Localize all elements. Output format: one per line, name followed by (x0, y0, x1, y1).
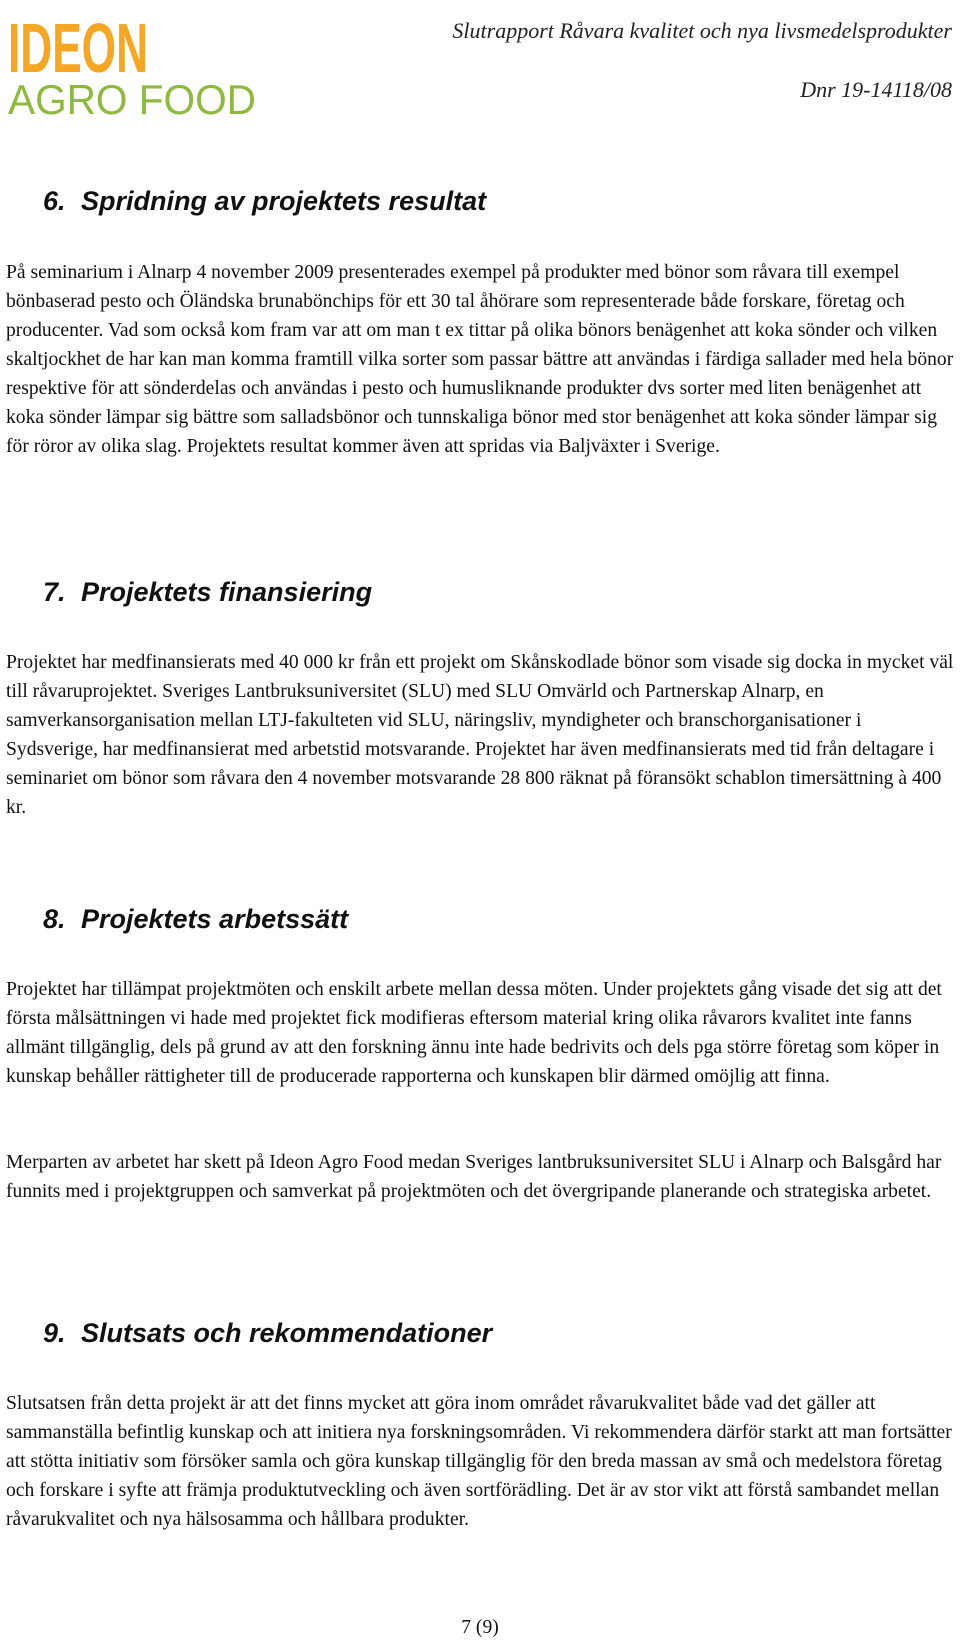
section-title: Projektets arbetssätt (81, 904, 349, 934)
section-number: 8. (43, 904, 66, 934)
paragraph-slutsats: Slutsatsen från detta projekt är att det finns mycket att göra inom området råvarukvalitet både vad det gäller att sammanställa befintlig kunskap och att initiera nya forskningsområden. Vi rekommendera därför starkt att man fortsätter att stötta initiativ som försöker samla och göra kunskap tillgänglig för den breda massan av små och medelstora företag och forskare i syfte att främja produktutveckling och även sortförädling. Det är av stor vikt att förstå sambandet mellan råvarukvalitet och nya hälsosamma och hållbara produkter. (6, 1393, 952, 1530)
section-title: Slutsats och rekommendationer (81, 1318, 493, 1348)
paragraph-finansiering: Projektet har medfinansierats med 40 000 kr från ett projekt om Skånskodlade bönor som visade sig docka in mycket väl till råvaruprojektet. Sveriges Lantbruksuniversitet (SLU) med SLU Omvärld och Partnerskap Alnarp, en samverkansorganisation mellan LTJ-fakulteten vid SLU, näringsliv, myndigheter och branschorganisationer i Sydsverige, har medfinansierat med arbetstid motsvarande. Projektet har även medfinansierats med tid från deltagare i seminariet om bönor som råvara den 4 november motsvarande 28 800 räknat på föransökt schablon timersättning à 400 kr. (6, 652, 954, 818)
logo-line1: IDEON (8, 9, 148, 87)
report-dnr: Dnr 19-14118/08 (800, 77, 952, 102)
section-title: Spridning av projektets resultat (81, 186, 487, 216)
paragraph-spridning: På seminarium i Alnarp 4 november 2009 presenterades exempel på produkter med bönor som råvara till exempel bönbaserad pesto och Öländska brunabönchips för ett 30 tal åhörare som representerade både forskare, företag och producenter. Vad som också kom fram var att om man t ex tittar på olika bönors benägenhet att koka sönder och vilken skaltjockhet de har kan man komma framtill vilka sorter som passar bättre att användas i färdiga sallader med hela bönor respektive för att sönderdelas och användas i pesto och humusliknande produkter dvs sorter med liten benägenhet att koka sönder lämpar sig bättre som salladsbönor och tunnskaliga bönor med stor benägenhet att koka sönder lämpar sig för röror av olika slag. Projektets resultat kommer även att spridas via Baljväxter i Sverige. (6, 262, 954, 457)
logo-line2: AGRO FOOD (8, 76, 256, 118)
section-heading-9 (43, 1318, 492, 1349)
section-number: 7. (43, 577, 66, 607)
paragraph-arbetssatt-2: Merparten av arbetet har skett på Ideon Agro Food medan Sveriges lantbruksuniversitet SLU i Alnarp och Balsgård har funnits med i projektgruppen och samverkat på projektmöten och det övergripande planerande och strategiska arbetet. (6, 1152, 942, 1202)
ideon-agro-food-logo (6, 6, 262, 118)
section-heading-8 (43, 904, 348, 935)
paragraph-arbetssatt-1: Projektet har tillämpat projektmöten och enskilt arbete mellan dessa möten. Under projektets gång visade det sig att det första målsättningen vi hade med projektet fick modifieras eftersom material kring olika råvarors kvalitet inte fanns allmänt tillgänglig, dels på grund av att den forskning ännu inte hade bedrivits och dels pga större företag som köper in kunskap behåller rättigheter till de producerade rapporterna och kunskapen blir därmed omöjlig att finna. (6, 979, 942, 1087)
page-number: 7 (9) (461, 1617, 499, 1638)
section-heading-6 (43, 186, 486, 217)
section-title: Projektets finansiering (81, 577, 373, 607)
section-number: 6. (43, 186, 66, 216)
section-number: 9. (43, 1318, 66, 1348)
section-heading-7 (43, 577, 372, 608)
report-title: Slutrapport Råvara kvalitet och nya livsmedelsprodukter (452, 18, 952, 43)
